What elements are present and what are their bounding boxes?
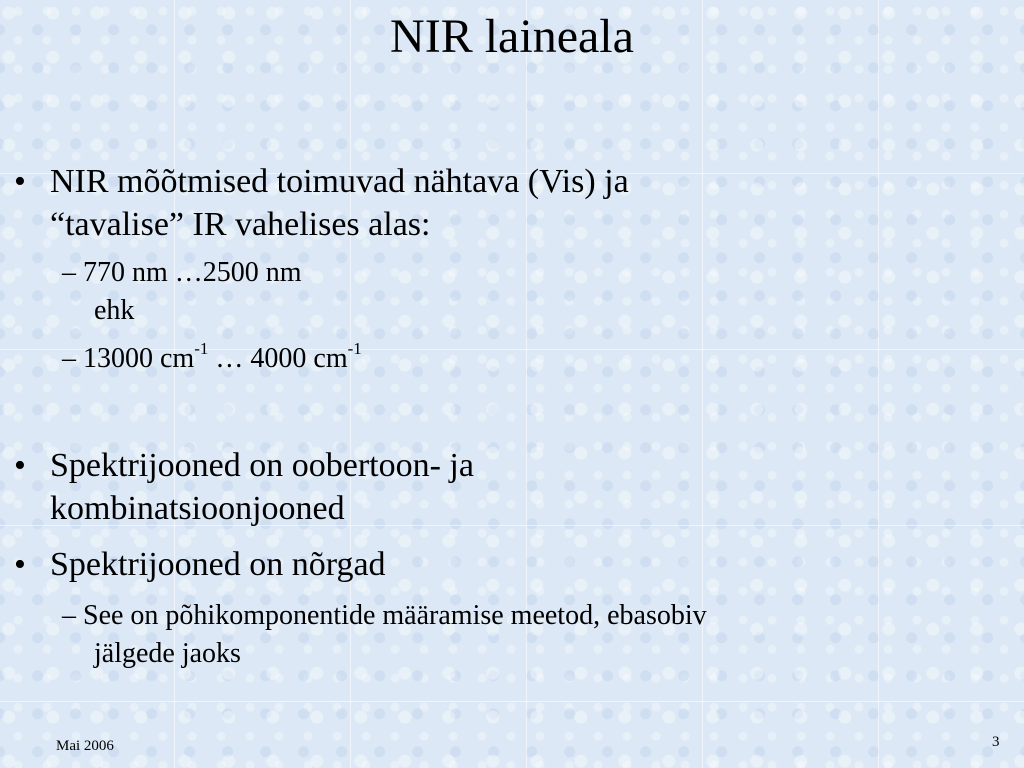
sub-bullet-method (62, 598, 707, 669)
bullet-mark: • (14, 163, 26, 200)
sub-bullet-text-line1: – See on põhikomponentide määramise meetod, ebasobiv (62, 600, 707, 631)
wavenumber-exp1: -1 (194, 339, 209, 358)
wavenumber-part2: … 4000 cm (208, 343, 348, 374)
sub-bullet-nm-range (62, 255, 302, 326)
bullet-text-line1: Spektrijooned on nõrgad (50, 546, 386, 583)
bullet-nir-region (14, 163, 629, 243)
bullet-weak-lines (14, 546, 386, 583)
sub-bullet-wavenumber-range (62, 341, 362, 377)
sub-bullet-text-line2: jälgede jaoks (94, 638, 241, 669)
footer-page-number: 3 (992, 734, 1000, 750)
wavenumber-part1: – 13000 cm (62, 343, 195, 374)
footer-date: Mai 2006 (56, 738, 114, 754)
sub-bullet-text: – 770 nm …2500 nm (62, 257, 302, 288)
bullet-text-line1: Spektrijooned on oobertoon- ja (50, 447, 474, 484)
bullet-mark: • (14, 447, 26, 484)
slide-title: NIR laineala (390, 10, 634, 63)
bullet-text-line2: “tavalise” IR vahelises alas: (50, 206, 431, 243)
bullet-mark: • (14, 546, 26, 583)
bullet-overtone-lines (14, 447, 474, 527)
bullet-text-line1: NIR mõõtmised toimuvad nähtava (Vis) ja (50, 163, 629, 200)
sub-bullet-or-word: ehk (94, 295, 135, 326)
bullet-text-line2: kombinatsioonjooned (50, 490, 345, 527)
wavenumber-exp2: -1 (347, 339, 362, 358)
